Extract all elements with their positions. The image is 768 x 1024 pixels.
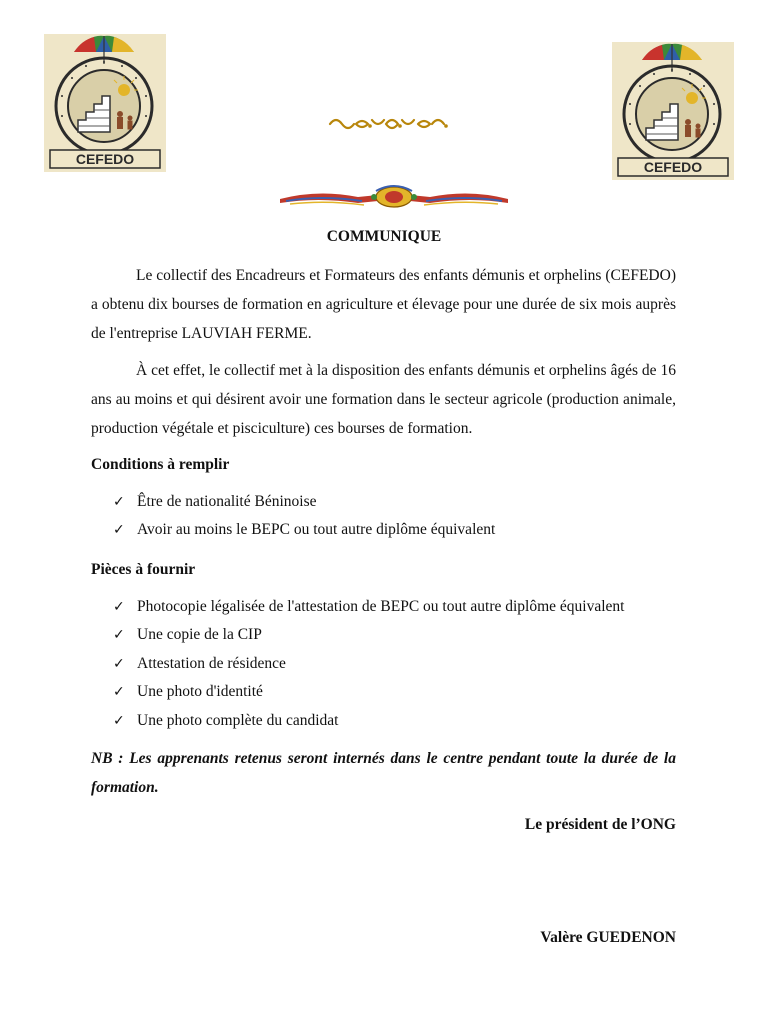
checkmark-icon: ✓ [113,712,125,729]
document-title: COMMUNIQUE [326,228,442,245]
list-item [113,621,625,649]
checkmark-icon: ✓ [113,627,125,644]
list-item [113,650,625,678]
cefedo-logo-text: CEFEDO [75,151,135,167]
checkmark-icon: ✓ [113,494,125,510]
list-item [113,678,625,706]
signature-name: Valère GUEDENON [540,929,676,946]
cefedo-logo-left [44,34,166,172]
paragraph-details [91,356,676,443]
list-item [113,593,625,621]
cefedo-logo-text: CEFEDO [643,159,703,175]
list-item [113,516,495,544]
checkmark-icon: ✓ [113,655,125,672]
checkmark-icon: ✓ [113,684,125,701]
pieces-list [113,593,625,735]
list-item-text: Photocopie légalisée de l'attestation de BEPC ou tout autre diplôme équivalent [137,598,625,615]
checkmark-icon: ✓ [113,599,125,615]
list-item [113,488,495,516]
list-item-text: Attestation de résidence [137,654,286,672]
paragraph-intro [91,261,676,348]
pieces-heading: Pièces à fournir [91,561,196,578]
list-item-text: Une copie de la CIP [137,626,262,644]
list-item-text: Une photo d'identité [137,683,263,701]
checkmark-icon: ✓ [113,522,125,539]
nb-note: NB : Les apprenants retenus seront internés dans le centre pendant toute la durée de la formation. [91,750,676,796]
paragraph-intro-text: Le collectif des Encadreurs et Formateurs des enfants démunis et orphelins (CEFEDO) a obtenu dix bourses de formation en agriculture et élevage pour une durée de six mois auprès de l'entreprise LAUVIAH FERME. [91,267,676,342]
list-item-text: Être de nationalité Béninoise [137,493,317,510]
conditions-list [113,488,495,545]
signature-role: Le président de l’ONG [524,816,676,833]
decorative-ornament-icon [326,114,450,134]
list-item [113,707,625,735]
list-item-text: Une photo complète du candidat [137,711,339,729]
conditions-heading: Conditions à remplir [91,456,230,473]
paragraph-details-text: À cet effet, le collectif met à la disposition des enfants démunis et orphelins âgés de 16 ans au moins et qui désirent avoir une formation dans le secteur agricole (production animale, production végétale et pisciculture) ces bourses de formation. [91,362,676,437]
list-item-text: Avoir au moins le BEPC ou tout autre diplôme équivalent [137,521,496,539]
ribbon-banner-icon [278,181,510,211]
cefedo-logo-right [612,42,734,180]
